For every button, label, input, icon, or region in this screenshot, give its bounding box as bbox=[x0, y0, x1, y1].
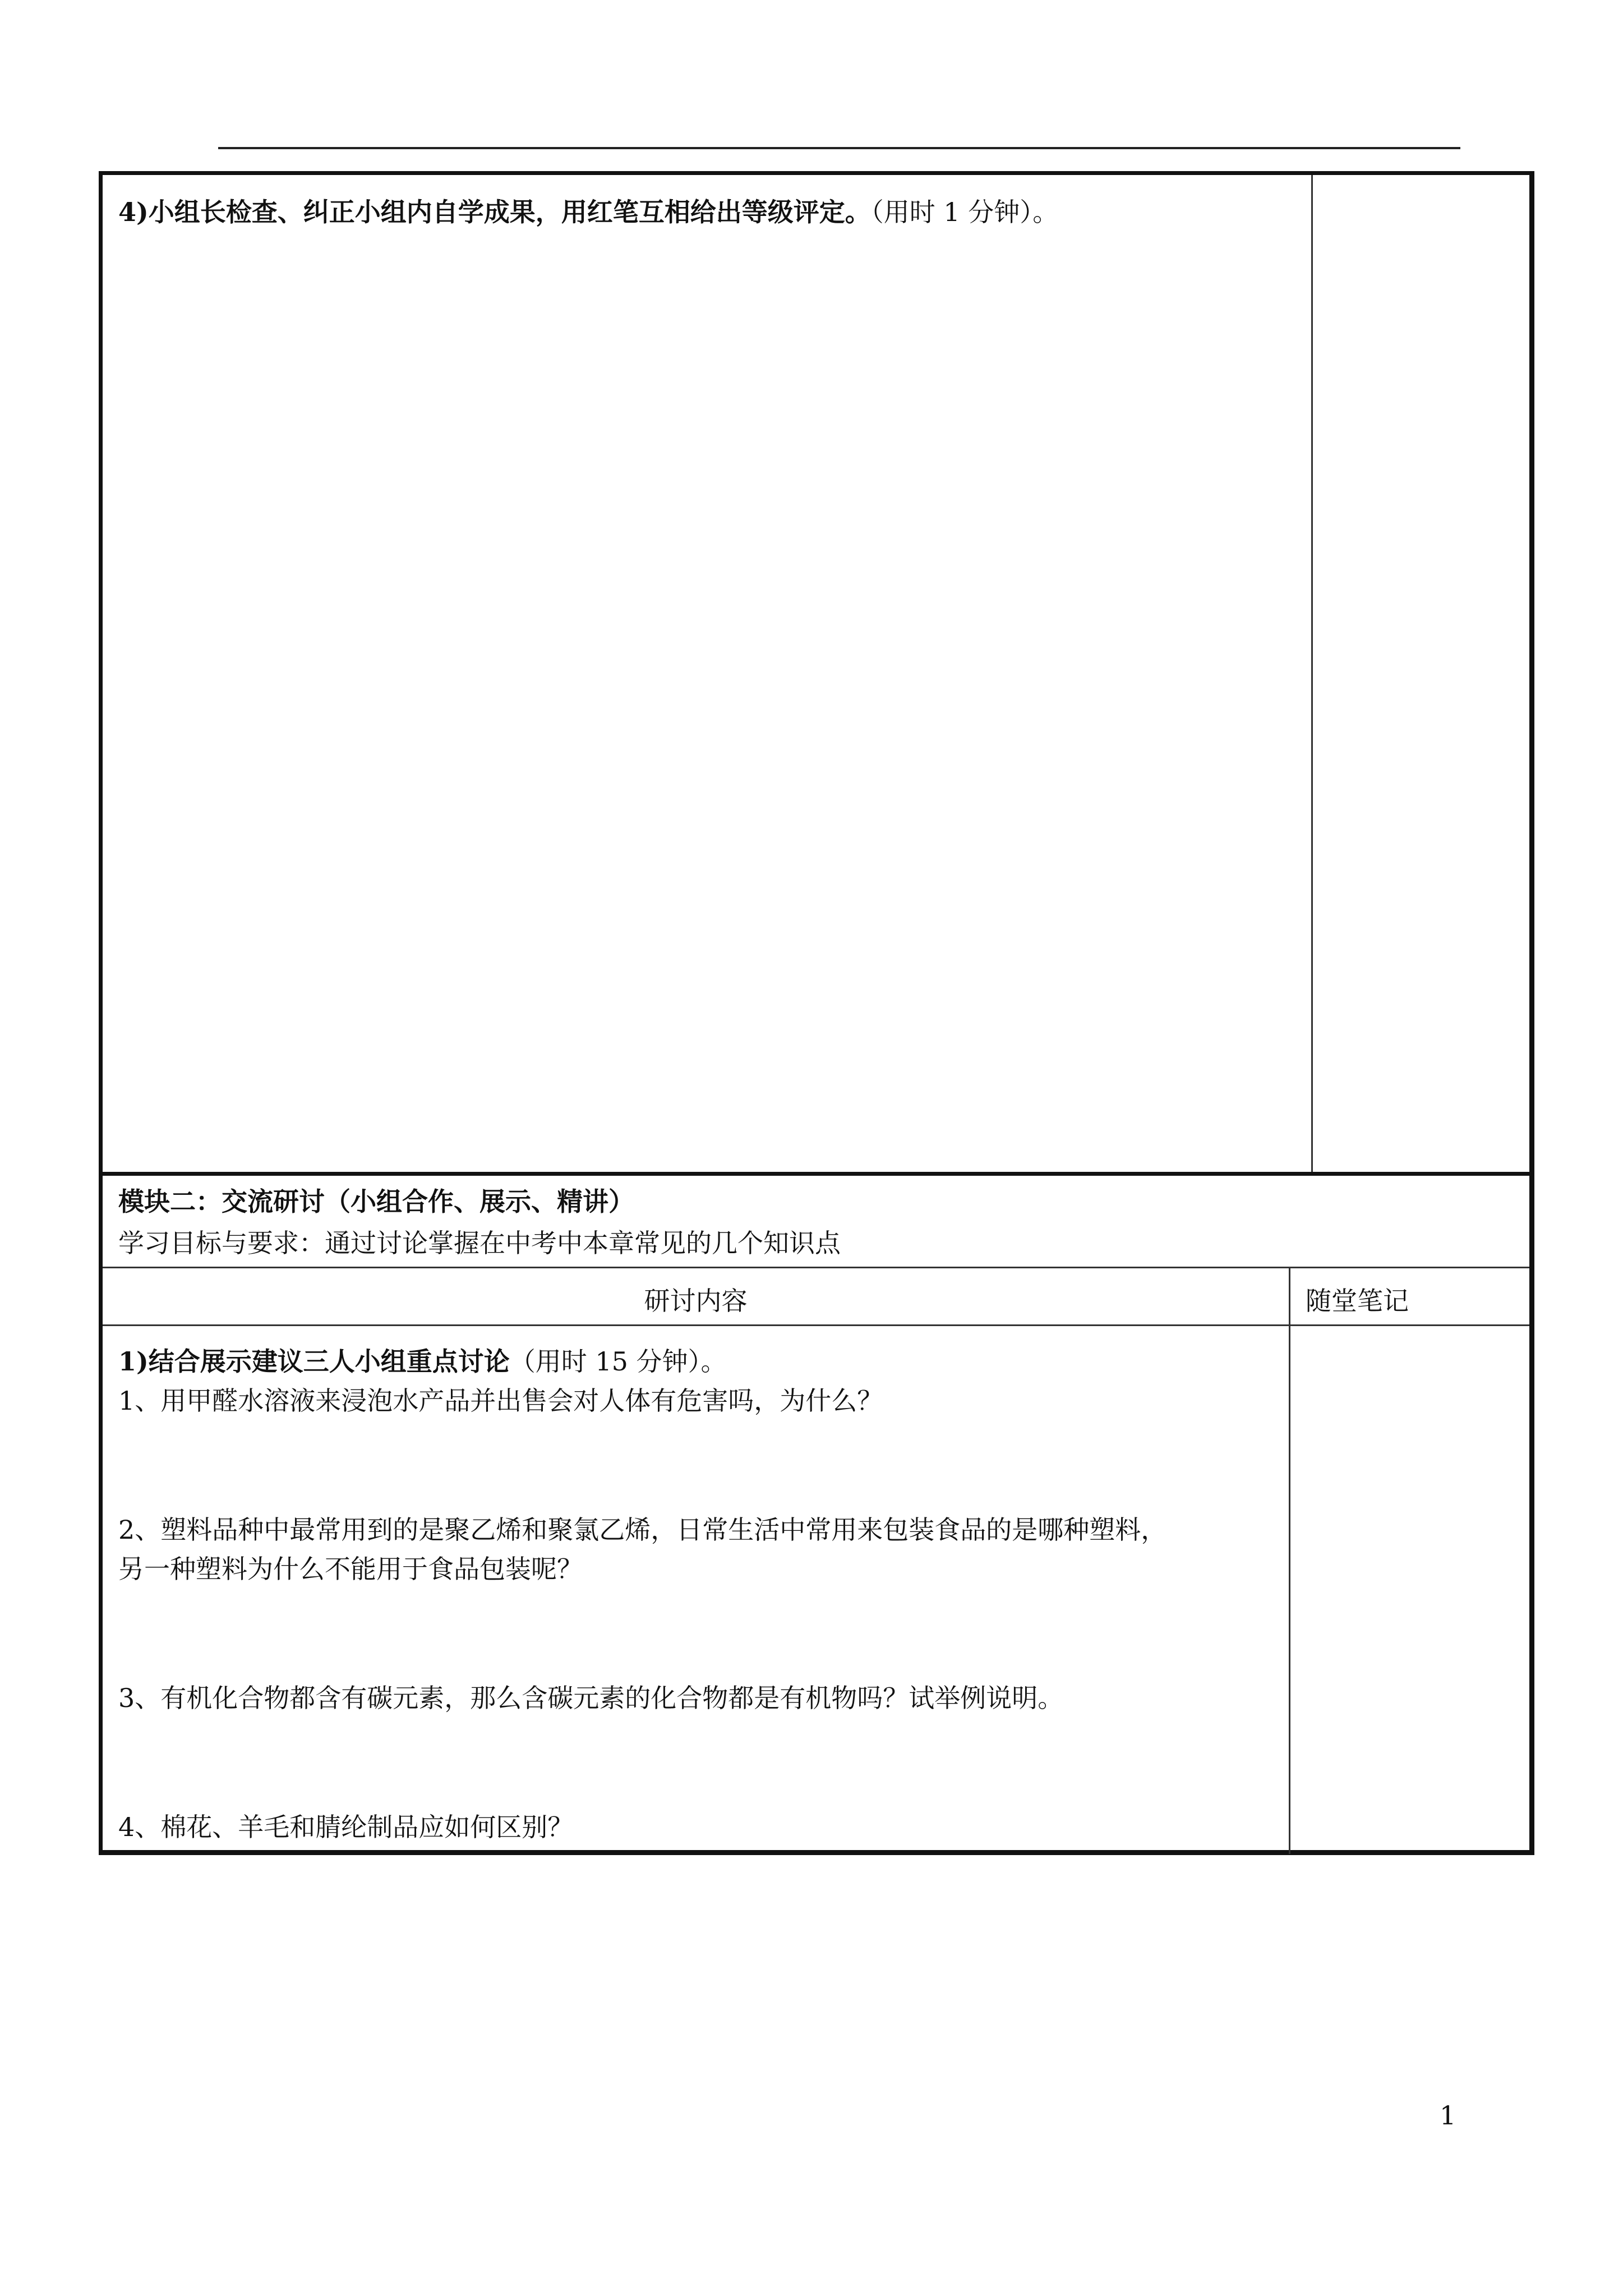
question-2-line-1: 2、塑料品种中最常用到的是聚乙烯和聚氯乙烯，日常生活中常用来包装食品的是哪种塑料， bbox=[118, 1515, 1167, 1545]
header-rule bbox=[218, 147, 1460, 149]
discussion-content-cell bbox=[103, 1326, 1290, 1854]
group-check-time: （用时 1 分钟）。 bbox=[870, 197, 1059, 227]
discussion-instruction-text: 1)结合展示建议三人小组重点讨论 bbox=[118, 1346, 510, 1377]
discussion-time: （用时 15 分钟）。 bbox=[509, 1346, 727, 1377]
page-number: 1 bbox=[1440, 2100, 1456, 2131]
question-1: 1、用甲醛水溶液来浸泡水产品并出售会对人体有危害吗，为什么？ bbox=[118, 1386, 883, 1416]
content-header-cell bbox=[103, 1268, 1290, 1324]
module-goal: 学习目标与要求：通过讨论掌握在中考中本章常见的几个知识点 bbox=[118, 1228, 841, 1258]
question-4: 4、棉花、羊毛和腈纶制品应如何区别？ bbox=[118, 1812, 574, 1842]
discussion-row bbox=[103, 1326, 1529, 1854]
question-2-line-2: 另一种塑料为什么不能用于食品包装呢？ bbox=[118, 1554, 583, 1584]
self-study-content-cell bbox=[103, 175, 1313, 1172]
discussion-instruction bbox=[118, 1342, 727, 1381]
module-title: 模块二：交流研讨（小组合作、展示、精讲） bbox=[118, 1186, 634, 1217]
worksheet-table bbox=[99, 171, 1534, 1855]
group-check-text: 4)小组长检查、纠正小组内自学成果，用红笔互相给出等级评定。 bbox=[118, 197, 871, 227]
notes-column-header: 随堂笔记 bbox=[1306, 1286, 1409, 1316]
question-3: 3、有机化合物都含有碳元素，那么含碳元素的化合物都是有机物吗？试举例说明。 bbox=[118, 1683, 1064, 1713]
column-header-row bbox=[103, 1268, 1529, 1324]
module-divider bbox=[103, 1172, 1529, 1176]
group-check-instruction bbox=[118, 192, 1058, 229]
content-column-header: 研讨内容 bbox=[644, 1286, 748, 1316]
self-study-section bbox=[103, 175, 1529, 1172]
